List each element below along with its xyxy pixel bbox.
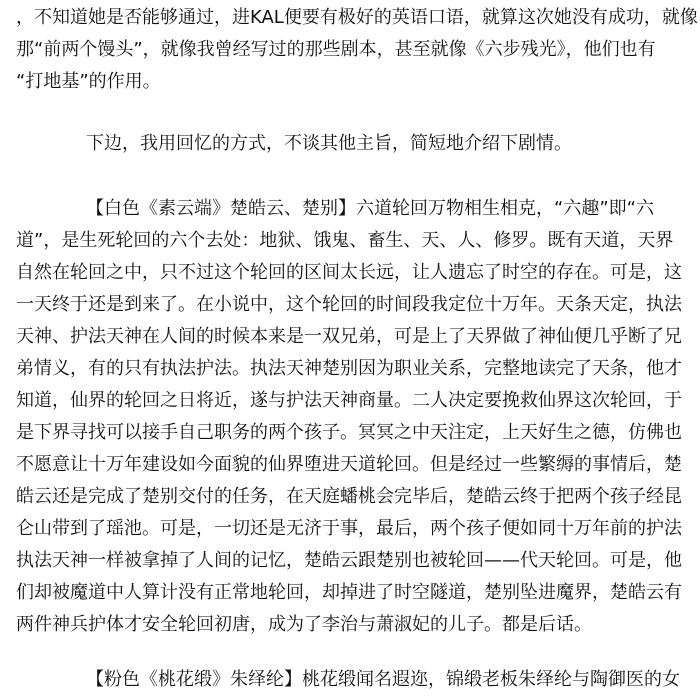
pink-section-line-1: 【粉色《桃花缎》朱绎纶】桃花缎闻名遐迩，锦缎老板朱绎纶与陶御医的女	[86, 669, 680, 690]
white-section-line-7: 知道，仙界的轮回之日将近，遂与护法天神商量。二人决定要挽救仙界这次轮回，于	[16, 390, 682, 411]
white-section-line-1: 【白色《素云端》楚皓云、楚别】六道轮回万物相生相克，“六趣”即“六	[86, 198, 654, 219]
white-section-line-13: 们却被魔道中人算计没有正常地轮回，却掉进了时空隧道，楚别坠进魔界，楚皓云有	[16, 582, 682, 603]
intro-paragraph-line-2: 那“前两个馒头”，就像我曾经写过的那些剧本，甚至就像《六步残光》，他们也有	[16, 39, 656, 60]
intro-paragraph-line-3: “打地基”的作用。	[16, 71, 161, 92]
white-section-line-12: 执法天神一样被拿掉了人间的记忆，楚皓云跟楚别也被轮回——代天轮回。可是，他	[16, 550, 682, 571]
white-section-line-6: 弟情义，有的只有执法护法。执法天神楚别因为职业关系，完整地读完了天条，他才	[16, 358, 682, 379]
transition-paragraph: 下边，我用回忆的方式，不谈其他主旨，简短地介绍下剧情。	[86, 133, 572, 154]
white-section-line-11: 仑山带到了瑶池。可是，一切还是无济于事，最后，两个孩子便如同十万年前的护法	[16, 518, 682, 539]
white-section-line-14: 两件神兵护体才安全轮回初唐，成为了李治与萧淑妃的儿子。都是后话。	[16, 614, 592, 635]
white-section-line-10: 皓云还是完成了楚别交付的任务，在天庭蟠桃会完毕后，楚皓云终于把两个孩子经昆	[16, 486, 682, 507]
white-section-line-5: 天神、护法天神在人间的时候本来是一双兄弟，可是上了天界做了神仙便几乎断了兄	[16, 326, 682, 347]
white-section-line-2: 道”，是生死轮回的六个去处：地狱、饿鬼、畜生、天、人、修罗。既有天道，天界	[16, 230, 674, 251]
white-section-line-8: 是下界寻找可以接手自己职务的两个孩子。冥冥之中天注定，上天好生之德，仿佛也	[16, 422, 682, 443]
intro-paragraph-line-1: ，不知道她是否能够通过，进KAL便要有极好的英语口语，就算这次她没有成功，就像	[16, 7, 698, 28]
white-section-line-4: 一天终于还是到来了。在小说中，这个轮回的时间段我定位十万年。天条天定，执法	[16, 294, 682, 315]
white-section-line-3: 自然在轮回之中，只不过这个轮回的区间太长远，让人遗忘了时空的存在。可是，这	[16, 262, 682, 283]
white-section-line-9: 不愿意让十万年建设如今面貌的仙界堕进天道轮回。但是经过一些繁缛的事情后，楚	[16, 454, 682, 475]
